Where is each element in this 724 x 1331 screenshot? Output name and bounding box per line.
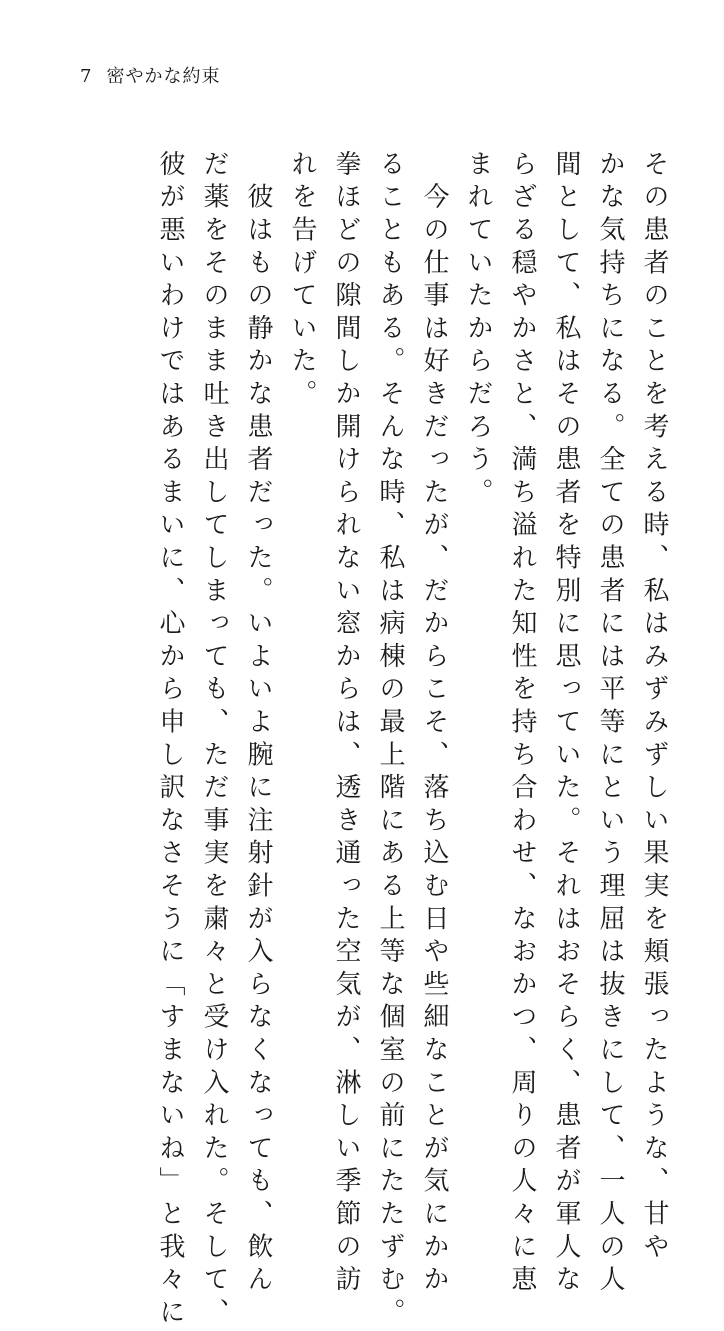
text-line: かな気持ちになる。全ての患者には平等にという理屈は抜きにして、一人の人 — [595, 150, 625, 1298]
text-line: だ薬をそのまま吐き出してしまっても、ただ事実を粛々と受け入れた。そして、 — [199, 150, 229, 1331]
running-header — [80, 68, 220, 86]
text-line: 今の仕事は好きだったが、だからこそ、落ち込む日や些細なことが気にかか — [419, 150, 449, 1298]
text-line: らざる穏やかさと、満ち溢れた知性を持ち合わせ、なおかつ、周りの人々に恵 — [507, 150, 537, 1298]
text-line: れを告げていた。 — [287, 150, 317, 413]
text-line: その患者のことを考える時、私はみずみずしい果実を頬張ったような、甘や — [639, 150, 669, 1266]
text-line: 拳ほどの隙間しか開けられない窓からは、透き通った空気が、淋しい季節の訪 — [331, 150, 361, 1298]
page-number: 7 — [80, 66, 93, 87]
vertical-text-body — [150, 150, 670, 1331]
text-line: 彼が悪いわけではあるまいに、心から申し訳なさそうに「すまないね」と我々に — [155, 150, 185, 1331]
text-line: 彼はもの静かな患者だった。いよいよ腕に注射針が入らなくなっても、飲ん — [243, 150, 273, 1298]
text-line: まれていたからだろう。 — [463, 150, 493, 511]
text-line: ることもある。そんな時、私は病棟の最上階にある上等な個室の前にたたずむ。 — [375, 150, 405, 1331]
text-line: 間として、私はその患者を特別に思っていた。それはおそらく、患者が軍人な — [551, 150, 581, 1298]
chapter-title: 密やかな約束 — [106, 66, 221, 87]
